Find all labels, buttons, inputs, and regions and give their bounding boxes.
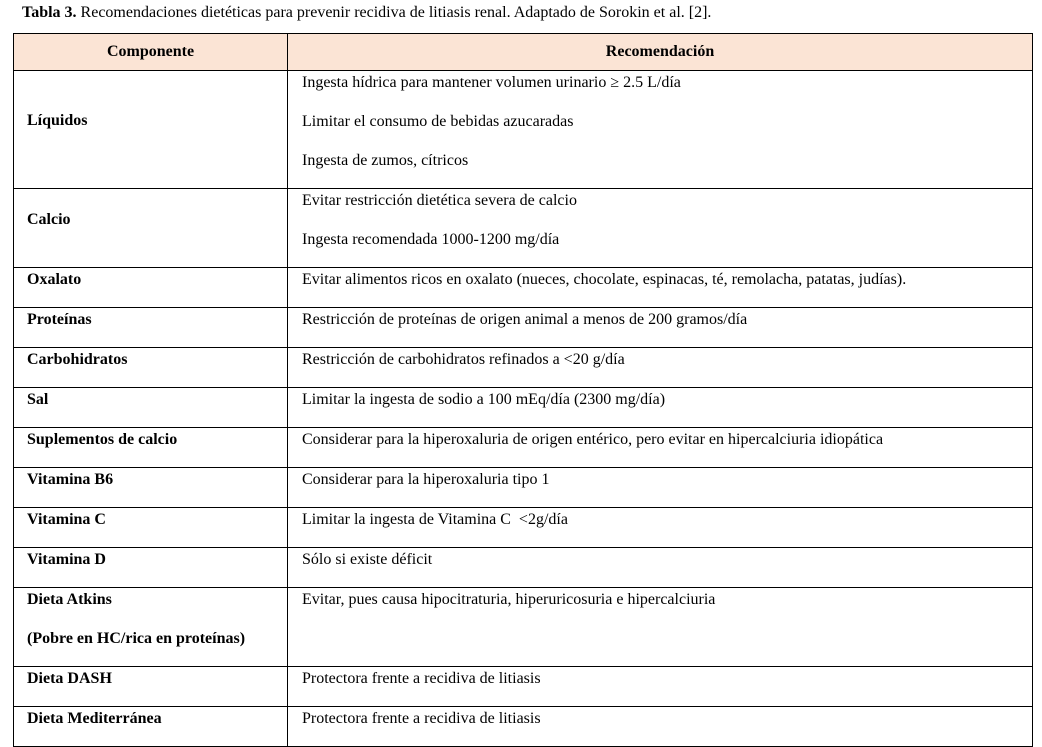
component-cell	[14, 588, 288, 667]
recommendation-cell	[288, 71, 1033, 189]
recommendation-cell	[288, 548, 1033, 588]
recommendation-text: Limitar la ingesta de Vitamina C <2g/día	[302, 511, 568, 528]
recommendation-text: Evitar, pues causa hipocitraturia, hiperuricosuria e hipercalciuria	[302, 591, 716, 608]
recommendation-cell	[288, 468, 1033, 508]
component-text: Oxalato	[27, 271, 82, 288]
recommendation-text: Limitar el consumo de bebidas azucaradas	[302, 113, 574, 130]
component-cell	[14, 308, 288, 348]
recommendation-text: Ingesta de zumos, cítricos	[302, 152, 469, 169]
recommendation-text: Considerar para la hiperoxaluria de origen entérico, pero evitar en hipercalciuria idiopática	[302, 431, 884, 448]
recommendation-text: Protectora frente a recidiva de litiasis	[302, 670, 541, 687]
recommendation-cell	[288, 308, 1033, 348]
table-row	[14, 548, 1033, 588]
component-cell	[14, 71, 288, 189]
table-row	[14, 268, 1033, 308]
recommendation-cell	[288, 388, 1033, 428]
recommendation-text: Protectora frente a recidiva de litiasis	[302, 710, 541, 727]
recommendation-text: Considerar para la hiperoxaluria tipo 1	[302, 471, 550, 488]
recommendation-cell	[288, 588, 1033, 667]
caption-text: Recomendaciones dietéticas para prevenir recidiva de litiasis renal. Adaptado de Sorokin et al. [2].	[76, 4, 712, 21]
caption-label: Tabla 3.	[22, 4, 77, 21]
recommendation-cell	[288, 707, 1033, 747]
recommendation-text: Ingesta hídrica para mantener volumen urinario ≥ 2.5 L/día	[302, 74, 681, 91]
table-row	[14, 588, 1033, 667]
component-cell	[14, 388, 288, 428]
recommendation-text: Restricción de proteínas de origen animal a menos de 200 gramos/día	[302, 311, 748, 328]
recommendation-cell	[288, 667, 1033, 707]
table-row	[14, 71, 1033, 189]
recommendation-text: Sólo si existe déficit	[302, 551, 433, 568]
component-cell	[14, 508, 288, 548]
component-text: Vitamina B6	[27, 471, 114, 488]
recommendation-text: Limitar la ingesta de sodio a 100 mEq/día (2300 mg/día)	[302, 391, 666, 408]
recommendation-text: Ingesta recomendada 1000-1200 mg/día	[302, 231, 560, 248]
component-text: Líquidos	[27, 112, 88, 129]
header-recomendacion: Recomendación	[288, 34, 1033, 71]
table-caption	[22, 4, 711, 22]
table-row	[14, 428, 1033, 468]
component-text: Dieta DASH	[27, 670, 112, 687]
table-row	[14, 468, 1033, 508]
component-cell	[14, 548, 288, 588]
recommendation-cell	[288, 268, 1033, 308]
component-text: Suplementos de calcio	[27, 431, 178, 448]
table-header-row	[14, 34, 1033, 71]
recommendation-cell	[288, 348, 1033, 388]
component-cell	[14, 268, 288, 308]
component-cell	[14, 468, 288, 508]
component-text: Carbohidratos	[27, 351, 128, 368]
recommendation-text: Evitar alimentos ricos en oxalato (nueces, chocolate, espinacas, té, remolacha, patatas, judías).	[302, 271, 907, 288]
table-row	[14, 707, 1033, 747]
table-row	[14, 667, 1033, 707]
component-text: Proteínas	[27, 311, 92, 328]
component-cell	[14, 189, 288, 268]
recommendation-cell	[288, 189, 1033, 268]
table-row	[14, 348, 1033, 388]
recommendations-table	[13, 33, 1033, 747]
component-text: Dieta Atkins	[27, 591, 112, 608]
component-cell	[14, 667, 288, 707]
component-cell	[14, 348, 288, 388]
recommendation-cell	[288, 508, 1033, 548]
component-text: Calcio	[27, 210, 71, 228]
component-text: (Pobre en HC/rica en proteínas)	[27, 630, 246, 647]
component-text: Dieta Mediterránea	[27, 710, 162, 727]
table-row	[14, 508, 1033, 548]
table-row	[14, 308, 1033, 348]
recommendation-cell	[288, 428, 1033, 468]
component-cell	[14, 428, 288, 468]
component-text: Vitamina C	[27, 511, 106, 528]
table-body	[14, 71, 1033, 747]
component-cell	[14, 707, 288, 747]
table-row	[14, 388, 1033, 428]
header-componente: Componente	[14, 34, 288, 71]
recommendation-text: Restricción de carbohidratos refinados a <20 g/día	[302, 351, 625, 368]
component-text: Sal	[27, 391, 49, 408]
recommendation-text: Evitar restricción dietética severa de calcio	[302, 192, 577, 209]
component-text: Vitamina D	[27, 551, 106, 568]
table-row	[14, 189, 1033, 268]
